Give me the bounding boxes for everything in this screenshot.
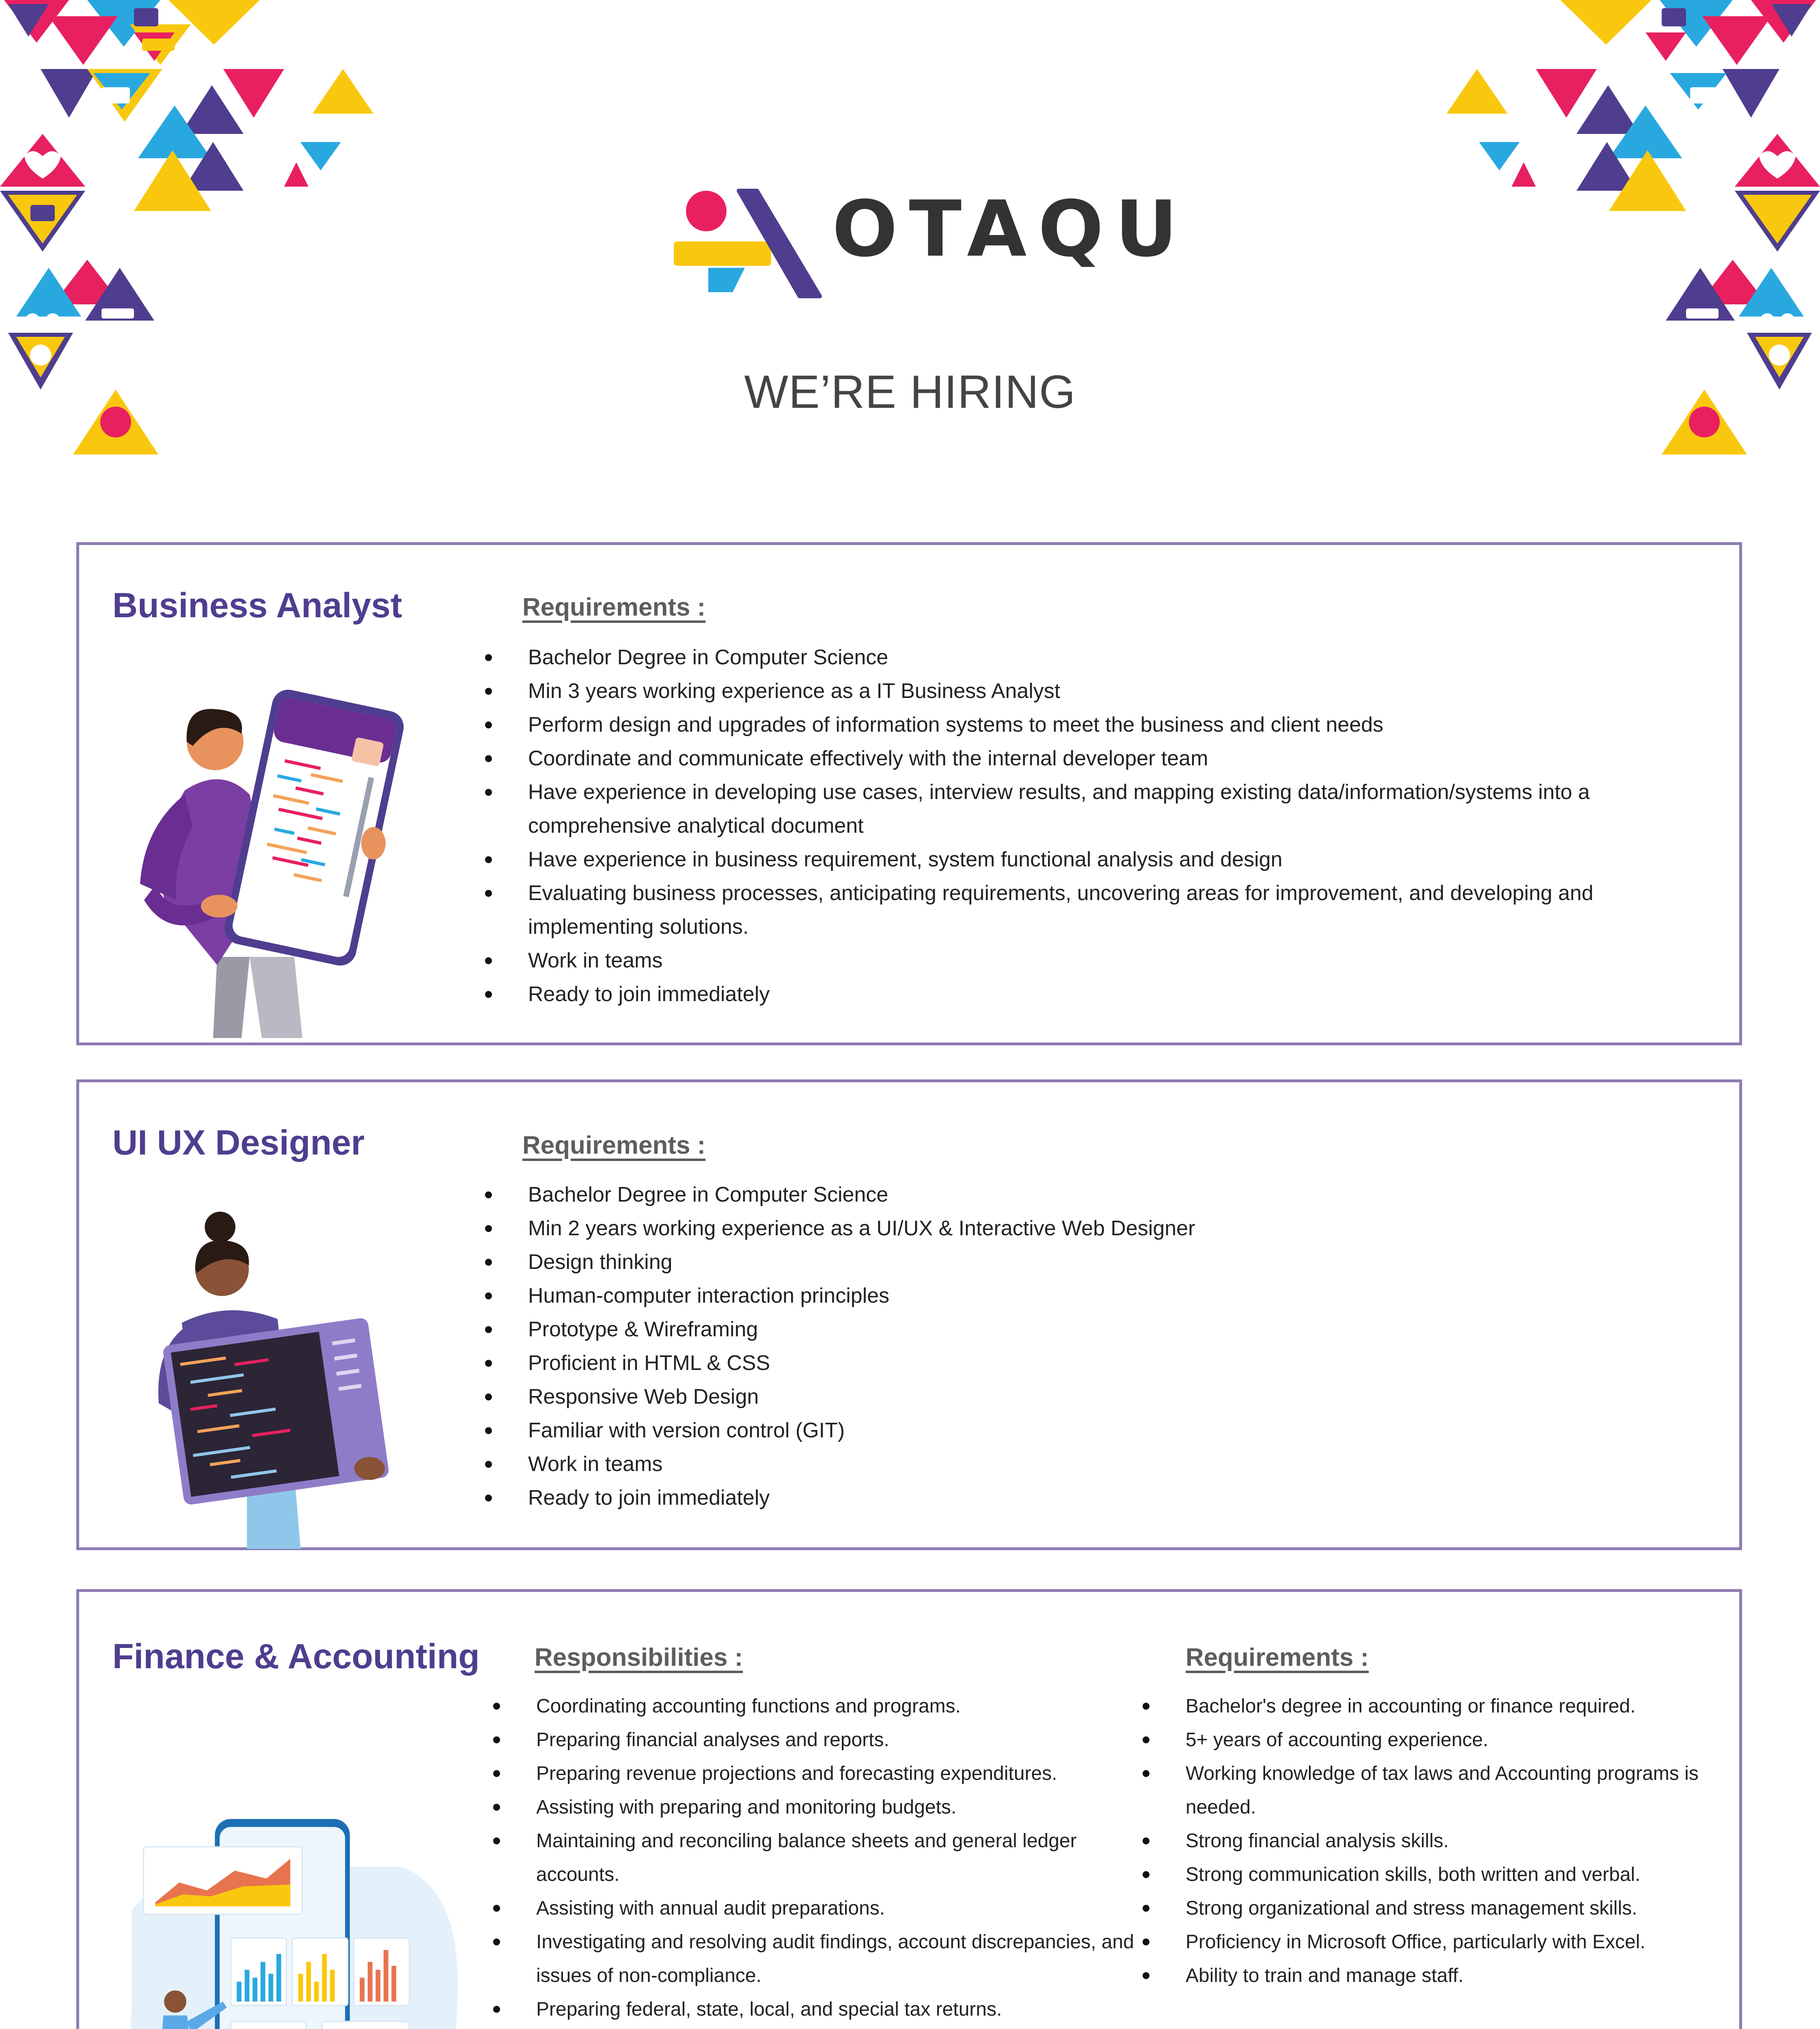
otaqu-logo [670, 184, 1189, 304]
brand-name: OTAQU [832, 184, 1189, 274]
hiring-heading: WE’RE HIRING [744, 366, 1076, 418]
ui-ux-designer-illustration [124, 1204, 416, 1549]
list-item: Assisting with preparing and monitoring budgets. [493, 1790, 1151, 1824]
requirements-list [1143, 1689, 1731, 1992]
requirements-heading: Requirements : [522, 593, 706, 621]
list-item: Evaluating business processes, anticipating requirements, uncovering areas for improvement, and developing and implementing solutions. [485, 877, 1703, 944]
requirements-heading: Requirements : [522, 1131, 706, 1159]
list-item: Ready to join immediately [485, 1481, 1703, 1515]
job-card-ui-ux-designer [76, 1079, 1742, 1550]
list-item: Strong organizational and stress management skills. [1143, 1891, 1731, 1925]
requirements-list [485, 1178, 1703, 1515]
list-item: Perform design and upgrades of information systems to meet the business and client needs [485, 708, 1703, 742]
list-item: Min 2 years working experience as a UI/UX & Interactive Web Designer [485, 1212, 1703, 1245]
list-item: Coordinating accounting functions and programs. [493, 1689, 1151, 1723]
list-item: Bachelor Degree in Computer Science [485, 641, 1703, 674]
list-item [493, 2026, 1151, 2029]
job-title: Finance & Accounting [112, 1637, 480, 1676]
list-item: Work in teams [485, 1447, 1703, 1481]
finance-accounting-illustration [116, 1811, 473, 2029]
list-item: Work in teams [485, 944, 1703, 978]
list-item: Preparing revenue projections and forecasting expenditures. [493, 1757, 1151, 1790]
list-item: Preparing financial analyses and reports. [493, 1723, 1151, 1757]
list-item: Bachelor Degree in Computer Science [485, 1178, 1703, 1212]
job-card-business-analyst [76, 542, 1742, 1045]
job-card-finance-accounting [76, 1589, 1742, 2029]
list-item: Maintaining and reconciling balance sheets and general ledger accounts. [493, 1824, 1151, 1891]
list-item: 5+ years of accounting experience. [1143, 1723, 1731, 1757]
list-item: Have experience in business requirement, system functional analysis and design [485, 843, 1703, 877]
business-analyst-illustration [116, 667, 424, 1044]
list-item: Design thinking [485, 1245, 1703, 1279]
list-item: Human-computer interaction principles [485, 1279, 1703, 1313]
requirements-list [485, 641, 1703, 1011]
list-item: Have experience in developing use cases, interview results, and mapping existing data/information/systems into a comprehensive analytical document [485, 775, 1703, 843]
list-item: Assisting with annual audit preparations. [493, 1891, 1151, 1925]
list-item: Strong financial analysis skills. [1143, 1824, 1731, 1858]
list-item: Investigating and resolving audit findings, account discrepancies, and issues of non-compliance. [493, 1925, 1151, 1992]
list-item: Coordinate and communicate effectively with the internal developer team [485, 742, 1703, 775]
list-item: Ready to join immediately [485, 978, 1703, 1011]
list-item: Preparing federal, state, local, and special tax returns. [493, 1992, 1151, 2026]
job-title: Business Analyst [112, 586, 402, 625]
list-item: Proficient in HTML & CSS [485, 1346, 1703, 1380]
job-title: UI UX Designer [112, 1123, 365, 1162]
list-item: Ability to train and manage staff. [1143, 1959, 1731, 1992]
list-item: Working knowledge of tax laws and Accounting programs is needed. [1143, 1757, 1731, 1824]
list-item: Proficiency in Microsoft Office, particularly with Excel. [1143, 1925, 1731, 1959]
requirements-heading: Requirements : [1186, 1643, 1369, 1671]
responsibilities-heading: Responsibilities : [535, 1643, 743, 1671]
list-item: Strong communication skills, both written and verbal. [1143, 1858, 1731, 1891]
list-item: Min 3 years working experience as a IT Business Analyst [485, 674, 1703, 708]
responsibilities-list [493, 1689, 1151, 2029]
list-item: Prototype & Wireframing [485, 1313, 1703, 1346]
list-item: Bachelor's degree in accounting or finance required. [1143, 1689, 1731, 1723]
list-item: Responsive Web Design [485, 1380, 1703, 1414]
list-item: Familiar with version control (GIT) [485, 1414, 1703, 1447]
otaqu-logo-mark-icon [670, 187, 832, 304]
